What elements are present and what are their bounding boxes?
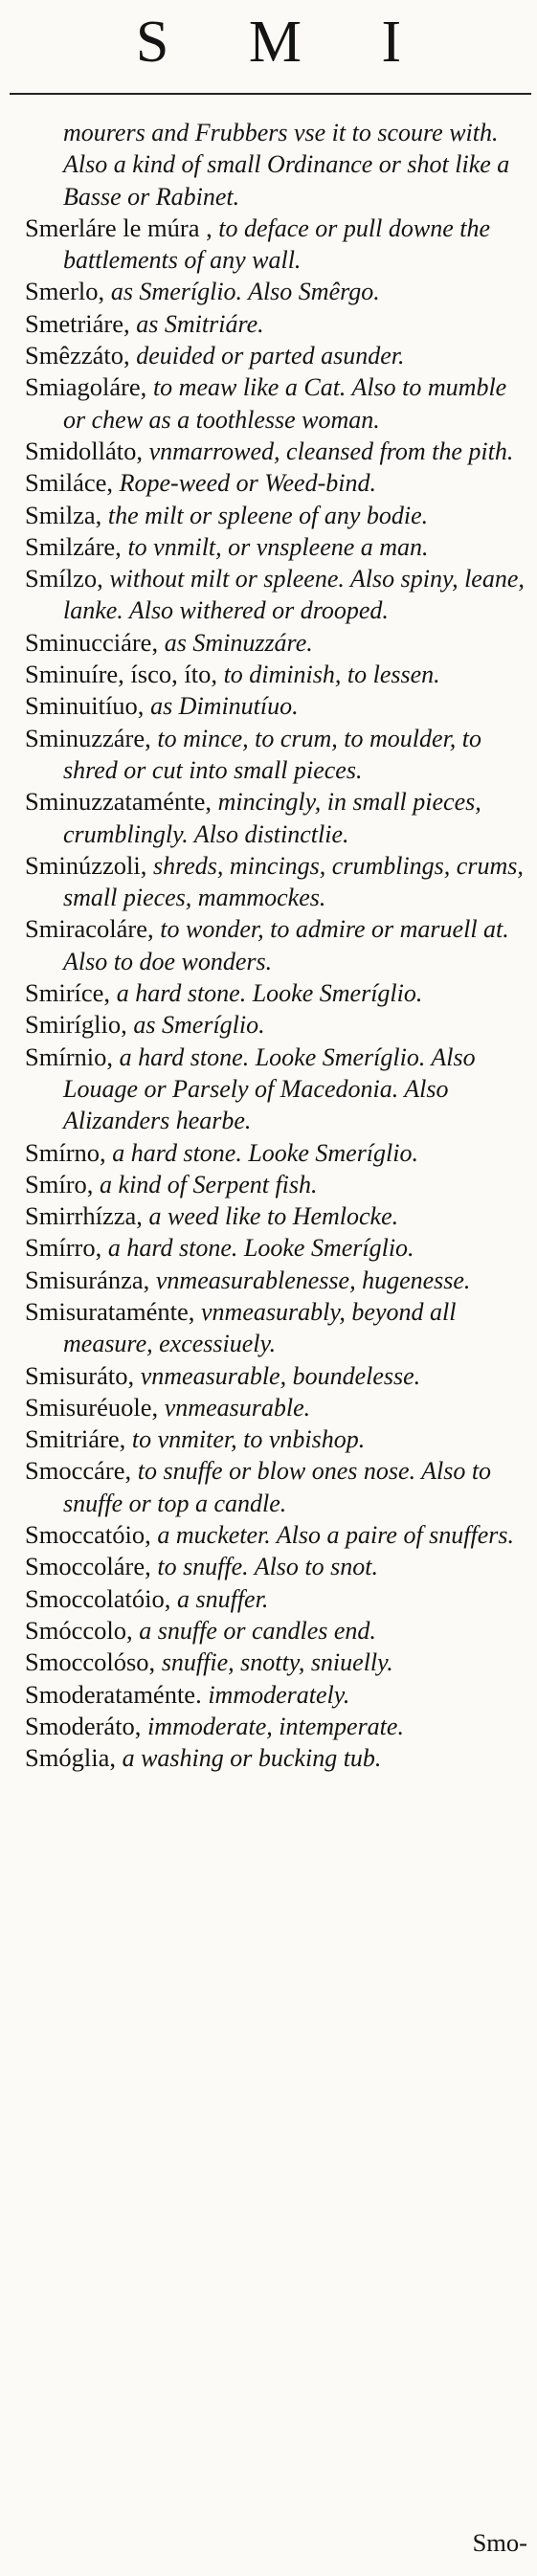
headword: Smisurataménte, bbox=[25, 1296, 201, 1326]
dictionary-entry bbox=[25, 563, 530, 627]
dictionary-entry bbox=[25, 1519, 530, 1551]
dictionary-entry bbox=[25, 913, 530, 977]
definition: the milt or spleene of any bodie. bbox=[107, 501, 429, 529]
dictionary-entry bbox=[25, 627, 530, 659]
definition: as Sminuzzáre. bbox=[164, 628, 313, 657]
dictionary-entry bbox=[25, 850, 530, 914]
headword: Sminuitíuo, bbox=[25, 691, 151, 721]
headword: Smiláce, bbox=[25, 468, 120, 498]
definition: to snuffe. Also to snot. bbox=[157, 1553, 378, 1581]
definition: to deface or pull downe the battlements of any wall. bbox=[63, 213, 491, 275]
dictionary-entry bbox=[25, 500, 530, 531]
headword: Smisuráto, bbox=[25, 1360, 141, 1390]
dictionary-entry bbox=[25, 659, 530, 690]
definition: to wonder, to admire or maruell at. Also to doe wonders. bbox=[63, 915, 509, 975]
definition: vnmeasurably, beyond all measure, excessiuely. bbox=[63, 1297, 457, 1358]
definition: a hard stone. Looke Smeríglio. Also Louage or Parsely of Macedonia. Also Alizanders hearbe. bbox=[63, 1042, 476, 1135]
headword: Smiríce, bbox=[25, 978, 117, 1008]
entry-column bbox=[25, 117, 530, 2510]
headword: Smoccoláre, bbox=[25, 1552, 158, 1581]
definition: snuffie, snotty, sniuelly. bbox=[161, 1648, 393, 1677]
dictionary-entry bbox=[25, 1551, 530, 1582]
dictionary-entry bbox=[25, 467, 530, 499]
definition: mincingly, in small pieces, crumblingly. Also distinctlie. bbox=[63, 788, 481, 848]
dictionary-entry bbox=[25, 786, 530, 850]
headword: Smiríglio, bbox=[25, 1010, 134, 1040]
dictionary-entry bbox=[25, 371, 530, 436]
headword: Smirrhízza, bbox=[25, 1201, 149, 1231]
dictionary-entry bbox=[25, 1009, 530, 1041]
headword: Smóglia, bbox=[25, 1743, 123, 1773]
definition: a washing or bucking tub. bbox=[122, 1744, 382, 1773]
definition: to vnmilt, or vnspleene a man. bbox=[127, 532, 429, 561]
headword: Smerláre le múra , bbox=[25, 213, 213, 242]
definition: a snuffe or candles end. bbox=[139, 1616, 376, 1645]
page-header bbox=[0, 0, 537, 103]
dictionary-entry bbox=[25, 1360, 530, 1392]
dictionary-entry bbox=[25, 1583, 530, 1615]
headword: Smoderáto, bbox=[25, 1711, 148, 1740]
dictionary-entry bbox=[25, 276, 530, 307]
dictionary-entry bbox=[25, 213, 530, 277]
headword: Smisuránza, bbox=[25, 1265, 156, 1294]
definition: a hard stone. Looke Smeríglio. bbox=[116, 979, 423, 1008]
headword: Smoccolatóio, bbox=[25, 1583, 177, 1613]
definition: a snuffer. bbox=[176, 1584, 269, 1613]
definition: a hard stone. Looke Smeríglio. bbox=[107, 1234, 414, 1263]
headword: Smírro, bbox=[25, 1233, 108, 1263]
dictionary-entry bbox=[25, 1200, 530, 1232]
dictionary-entry bbox=[25, 1232, 530, 1264]
headword: Smiagoláre, bbox=[25, 372, 153, 402]
definition: without milt or spleene. Also spiny, leane, lanke. Also withered or drooped. bbox=[63, 565, 525, 625]
dictionary-entry bbox=[25, 436, 530, 467]
definition: immoderately. bbox=[208, 1680, 350, 1709]
headword: Smilza, bbox=[25, 500, 108, 529]
headword: Smíro, bbox=[25, 1169, 101, 1198]
dictionary-entry bbox=[25, 117, 530, 213]
headword: Smírno, bbox=[25, 1137, 113, 1167]
headword: Smoderataménte. bbox=[25, 1679, 209, 1709]
definition: a weed like to Hemlocke. bbox=[148, 1202, 399, 1231]
dictionary-entry bbox=[25, 1711, 530, 1742]
headword: Sminuzzataménte, bbox=[25, 787, 218, 817]
definition: immoderate, intemperate. bbox=[147, 1712, 404, 1740]
headword: Sminucciáre, bbox=[25, 627, 165, 657]
dictionary-entry bbox=[25, 1392, 530, 1423]
dictionary-entry bbox=[25, 1646, 530, 1678]
dictionary-entry bbox=[25, 1042, 530, 1137]
dictionary-entry bbox=[25, 340, 530, 371]
headword: Smoccáre, bbox=[25, 1456, 138, 1486]
headword: Sminúzzoli, bbox=[25, 850, 153, 880]
headword: Smidolláto, bbox=[25, 436, 149, 465]
definition: as Smeríglio. Also Smêrgo. bbox=[110, 278, 380, 306]
dictionary-entry bbox=[25, 1169, 530, 1200]
dictionary-entry bbox=[25, 1137, 530, 1169]
definition: a hard stone. Looke Smeríglio. bbox=[112, 1138, 418, 1167]
definition: to mince, to crum, to moulder, to shred or cut into small pieces. bbox=[63, 724, 482, 784]
headword: Smilzáre, bbox=[25, 531, 128, 561]
dictionary-entry bbox=[25, 1679, 530, 1711]
headword: Smisuréuole, bbox=[25, 1392, 165, 1422]
dictionary-entry bbox=[25, 977, 530, 1009]
definition: to vnmiter, to vnbishop. bbox=[131, 1425, 366, 1454]
definition: vnmeasurable. bbox=[164, 1393, 311, 1422]
headword: Sminuíre, ísco, íto, bbox=[25, 660, 224, 689]
definition: as Diminutíuo. bbox=[150, 692, 299, 721]
header-rule bbox=[10, 93, 531, 95]
headword: Smílzo, bbox=[25, 564, 110, 594]
headword: Smetriáre, bbox=[25, 308, 137, 338]
dictionary-entry bbox=[25, 1265, 530, 1296]
dictionary-entry bbox=[25, 531, 530, 563]
headword: Smerlo, bbox=[25, 277, 111, 306]
definition: to meaw like a Cat. Also to mumble or chew as a toothlesse woman. bbox=[63, 373, 507, 434]
definition: a kind of Serpent fish. bbox=[100, 1170, 318, 1198]
definition: vnmeasurablenesse, hugenesse. bbox=[155, 1266, 471, 1294]
definition: shreds, mincings, crumblings, crums, small pieces, mammockes. bbox=[63, 851, 524, 912]
dictionary-entry bbox=[25, 1296, 530, 1360]
definition: vnmarrowed, cleansed from the pith. bbox=[148, 437, 514, 465]
catchword: Smo- bbox=[472, 2528, 527, 2557]
definition: as Smeríglio. bbox=[133, 1011, 265, 1040]
headword: Smitriáre, bbox=[25, 1424, 132, 1454]
dictionary-entry bbox=[25, 723, 530, 787]
headword: Smírnio, bbox=[25, 1042, 120, 1071]
headword: Smoccatóio, bbox=[25, 1520, 158, 1550]
definition: to diminish, to lessen. bbox=[223, 661, 440, 689]
running-head: S M I bbox=[135, 10, 435, 75]
definition: a mucketer. Also a paire of snuffers. bbox=[157, 1521, 515, 1550]
dictionary-entry bbox=[25, 1615, 530, 1646]
definition: vnmeasurable, boundelesse. bbox=[140, 1361, 421, 1390]
headword: Sminuzzáre, bbox=[25, 723, 158, 752]
headword: Smoccolóso, bbox=[25, 1647, 162, 1677]
definition: deuided or parted asunder. bbox=[136, 342, 405, 370]
definition: as Smitriáre. bbox=[136, 309, 264, 338]
definition: Rope-weed or Weed-bind. bbox=[119, 469, 376, 498]
headword: Smêzzáto, bbox=[25, 341, 137, 370]
dictionary-entry bbox=[25, 690, 530, 722]
dictionary-entry bbox=[25, 1742, 530, 1774]
dictionary-entry bbox=[25, 308, 530, 340]
definition: to snuffe or blow ones nose. Also to snuffe or top a candle. bbox=[63, 1457, 492, 1517]
headword: Smiracoláre, bbox=[25, 914, 161, 944]
headword: Smóccolo, bbox=[25, 1615, 140, 1645]
dictionary-entry bbox=[25, 1423, 530, 1455]
dictionary-entry bbox=[25, 1455, 530, 1519]
definition: mourers and Frubbers vse it to scoure with. Also a kind of small Ordinance or shot like a Basse or Rabinet. bbox=[63, 119, 510, 211]
